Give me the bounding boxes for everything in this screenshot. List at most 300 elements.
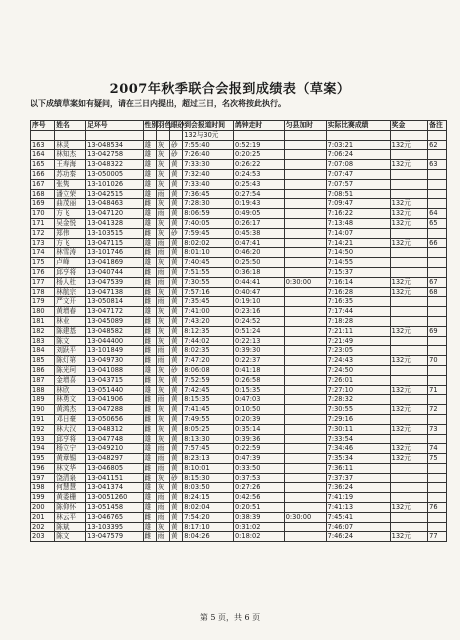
cell-eye: 黄 bbox=[170, 218, 183, 228]
cell-clock: 0:35:14 bbox=[233, 424, 284, 434]
cell-no: 202 bbox=[31, 522, 55, 532]
cell-no: 175 bbox=[31, 258, 55, 268]
cell-sex: 雄 bbox=[143, 483, 156, 493]
cell-color: 灰 bbox=[156, 405, 169, 415]
cell-color: 灰 bbox=[156, 169, 169, 179]
cell-eye: 黄 bbox=[170, 463, 183, 473]
cell-name: 刘跃平 bbox=[55, 346, 86, 356]
cell-arrival: 7:55:40 bbox=[183, 140, 234, 150]
cell-name: 林云平 bbox=[55, 512, 86, 522]
cell-prize bbox=[390, 365, 428, 375]
table-row bbox=[31, 405, 447, 415]
cell-addtime bbox=[284, 365, 326, 375]
cell-arrival: 8:13:30 bbox=[183, 434, 234, 444]
cell-eye: 砂 bbox=[170, 140, 183, 150]
cell-name: 陈仰怀 bbox=[55, 503, 86, 513]
cell-rank bbox=[428, 434, 447, 444]
cell-sex: 雄 bbox=[143, 150, 156, 160]
cell-sex: 雌 bbox=[143, 336, 156, 346]
cell-name: 陈光珂 bbox=[55, 365, 86, 375]
cell-eye: 黄 bbox=[170, 179, 183, 189]
cell-arrival: 7:40:05 bbox=[183, 218, 234, 228]
table-row bbox=[31, 199, 447, 209]
cell-sex: 雄 bbox=[143, 169, 156, 179]
cell-eye: 黄 bbox=[170, 346, 183, 356]
table-row bbox=[31, 160, 447, 170]
cell-addtime bbox=[284, 532, 326, 542]
cell-name: 林文华 bbox=[55, 463, 86, 473]
cell-sex: 雌 bbox=[143, 395, 156, 405]
cell-arrival: 7:42:45 bbox=[183, 385, 234, 395]
subheader-note: 132与30元 bbox=[183, 130, 234, 140]
cell-eye: 黄 bbox=[170, 405, 183, 415]
cell-name: 陈文 bbox=[55, 532, 86, 542]
cell-arrival: 8:02:04 bbox=[183, 503, 234, 513]
cell-color: 灰 bbox=[156, 375, 169, 385]
cell-prize bbox=[390, 375, 428, 385]
cell-clock: 0:22:13 bbox=[233, 336, 284, 346]
table-row bbox=[31, 444, 447, 454]
table-row bbox=[31, 346, 447, 356]
cell-eye: 黄 bbox=[170, 326, 183, 336]
cell-arrival: 7:43:20 bbox=[183, 316, 234, 326]
cell-arrival: 7:44:02 bbox=[183, 336, 234, 346]
cell-arrival: 8:10:01 bbox=[183, 463, 234, 473]
cell-ring: 13-050814 bbox=[86, 297, 143, 307]
cell-name: 林知杰 bbox=[55, 150, 86, 160]
cell-arrival: 8:06:59 bbox=[183, 209, 234, 219]
table-row bbox=[31, 140, 447, 150]
cell-prize bbox=[390, 512, 428, 522]
cell-sex: 雄 bbox=[143, 454, 156, 464]
cell-clock: 0:31:02 bbox=[233, 522, 284, 532]
cell-no: 187 bbox=[31, 375, 55, 385]
table-row bbox=[31, 532, 447, 542]
cell-clock: 0:10:50 bbox=[233, 405, 284, 415]
table-row bbox=[31, 463, 447, 473]
cell-clock: 0:49:05 bbox=[233, 209, 284, 219]
table-row bbox=[31, 454, 447, 464]
cell-addtime bbox=[284, 434, 326, 444]
table-row bbox=[31, 493, 447, 503]
cell-ring: 13-049730 bbox=[86, 356, 143, 366]
cell-prize bbox=[390, 414, 428, 424]
cell-eye: 黄 bbox=[170, 199, 183, 209]
cell-addtime bbox=[284, 189, 326, 199]
cell-ring: 13-048312 bbox=[86, 424, 143, 434]
cell-prize: 132元 bbox=[390, 503, 428, 513]
cell-sex: 雌 bbox=[143, 512, 156, 522]
cell-color: 灰 bbox=[156, 434, 169, 444]
cell-name: 林欣 bbox=[55, 385, 86, 395]
cell-addtime bbox=[284, 444, 326, 454]
cell-clock: 0:15:35 bbox=[233, 385, 284, 395]
cell-name: 黄增春 bbox=[55, 307, 86, 317]
cell-color: 雨 bbox=[156, 493, 169, 503]
cell-sex: 雄 bbox=[143, 140, 156, 150]
cell-rank bbox=[428, 316, 447, 326]
cell-arrival: 8:01:10 bbox=[183, 248, 234, 258]
cell-no: 189 bbox=[31, 395, 55, 405]
cell-ring: 13-042515 bbox=[86, 189, 143, 199]
cell-ring: 13-042758 bbox=[86, 150, 143, 160]
table-row bbox=[31, 326, 447, 336]
cell-color: 灰 bbox=[156, 483, 169, 493]
cell-sex: 雌 bbox=[143, 424, 156, 434]
cell-addtime bbox=[284, 287, 326, 297]
cell-rank: 77 bbox=[428, 532, 447, 542]
cell-color: 雨 bbox=[156, 248, 169, 258]
cell-no: 197 bbox=[31, 473, 55, 483]
cell-no: 192 bbox=[31, 424, 55, 434]
cell-name: 黄章锡 bbox=[55, 454, 86, 464]
table-row bbox=[31, 189, 447, 199]
table-row bbox=[31, 218, 447, 228]
cell-no: 169 bbox=[31, 199, 55, 209]
cell-no: 176 bbox=[31, 267, 55, 277]
cell-prize bbox=[390, 150, 428, 160]
cell-eye: 黄 bbox=[170, 424, 183, 434]
cell-prize: 132元 bbox=[390, 209, 428, 219]
cell-prize bbox=[390, 169, 428, 179]
cell-eye: 黄 bbox=[170, 483, 183, 493]
header-cell: 奖金 bbox=[390, 121, 428, 131]
cell-ring: 13-047138 bbox=[86, 287, 143, 297]
cell-prize bbox=[390, 189, 428, 199]
cell-ring: 13-045089 bbox=[86, 316, 143, 326]
cell-no: 200 bbox=[31, 503, 55, 513]
cell-no: 194 bbox=[31, 444, 55, 454]
cell-name: 林勇文 bbox=[55, 395, 86, 405]
cell-no: 163 bbox=[31, 140, 55, 150]
cell-no: 183 bbox=[31, 336, 55, 346]
cell-arrival: 8:15:30 bbox=[183, 473, 234, 483]
cell-speed: 7:07:08 bbox=[326, 160, 390, 170]
cell-sex: 雌 bbox=[143, 414, 156, 424]
cell-clock: 0:47:41 bbox=[233, 238, 284, 248]
cell-name: 黄鸿杰 bbox=[55, 405, 86, 415]
cell-eye: 黄 bbox=[170, 258, 183, 268]
cell-ring: 13-101849 bbox=[86, 346, 143, 356]
cell-eye: 黄 bbox=[170, 512, 183, 522]
cell-prize bbox=[390, 493, 428, 503]
cell-color: 灰 bbox=[156, 473, 169, 483]
cell-rank: 64 bbox=[428, 209, 447, 219]
cell-sex: 雌 bbox=[143, 248, 156, 258]
table-row bbox=[31, 209, 447, 219]
cell-ring: 13-041374 bbox=[86, 483, 143, 493]
cell-arrival: 7:40:45 bbox=[183, 258, 234, 268]
document-title: 2007年秋季联合会报到成绩表（草案） bbox=[109, 82, 351, 97]
header-cell: 备注 bbox=[428, 121, 447, 131]
cell-eye: 砂 bbox=[170, 473, 183, 483]
cell-name: 陈建基 bbox=[55, 326, 86, 336]
cell-no: 172 bbox=[31, 228, 55, 238]
cell-ring: 13-049210 bbox=[86, 444, 143, 454]
cell-name: 王寿海 bbox=[55, 160, 86, 170]
cell-sex: 雄 bbox=[143, 444, 156, 454]
cell-rank: 69 bbox=[428, 326, 447, 336]
cell-arrival: 7:52:59 bbox=[183, 375, 234, 385]
cell-no: 164 bbox=[31, 150, 55, 160]
cell-sex: 雄 bbox=[143, 160, 156, 170]
cell-rank: 68 bbox=[428, 287, 447, 297]
cell-color: 雨 bbox=[156, 277, 169, 287]
cell-color: 雨 bbox=[156, 463, 169, 473]
cell-clock: 0:19:10 bbox=[233, 297, 284, 307]
cell-arrival: 8:06:08 bbox=[183, 365, 234, 375]
cell-rank: 71 bbox=[428, 385, 447, 395]
cell-sex: 雌 bbox=[143, 356, 156, 366]
cell-ring: 13-047288 bbox=[86, 405, 143, 415]
cell-speed: 7:33:54 bbox=[326, 434, 390, 444]
cell-addtime bbox=[284, 336, 326, 346]
cell-prize bbox=[390, 473, 428, 483]
cell-sex: 雄 bbox=[143, 307, 156, 317]
cell-name: 陈文 bbox=[55, 336, 86, 346]
cell-ring: 13-041088 bbox=[86, 365, 143, 375]
cell-rank bbox=[428, 248, 447, 258]
cell-color: 灰 bbox=[156, 258, 169, 268]
cell-clock: 0:36:18 bbox=[233, 267, 284, 277]
cell-eye: 黄 bbox=[170, 356, 183, 366]
cell-name: 黄委栅 bbox=[55, 493, 86, 503]
cell-addtime bbox=[284, 503, 326, 513]
cell-rank: 72 bbox=[428, 405, 447, 415]
cell-prize: 132元 bbox=[390, 277, 428, 287]
cell-speed: 7:26:01 bbox=[326, 375, 390, 385]
cell-rank bbox=[428, 228, 447, 238]
cell-sex: 雌 bbox=[143, 199, 156, 209]
cell-no: 179 bbox=[31, 297, 55, 307]
cell-clock: 0:24:52 bbox=[233, 316, 284, 326]
table-row bbox=[31, 316, 447, 326]
cell-name: 陈灯第 bbox=[55, 356, 86, 366]
cell-color: 雨 bbox=[156, 238, 169, 248]
cell-rank: 70 bbox=[428, 356, 447, 366]
cell-clock: 0:42:56 bbox=[233, 493, 284, 503]
cell-rank bbox=[428, 512, 447, 522]
cell-clock: 0:23:16 bbox=[233, 307, 284, 317]
cell-sex: 雄 bbox=[143, 209, 156, 219]
table-row bbox=[31, 287, 447, 297]
cell-ring: 13-041869 bbox=[86, 258, 143, 268]
cell-speed: 7:46:07 bbox=[326, 522, 390, 532]
cell-rank bbox=[428, 150, 447, 160]
cell-eye: 砂 bbox=[170, 150, 183, 160]
cell-color: 雨 bbox=[156, 454, 169, 464]
cell-color: 灰 bbox=[156, 336, 169, 346]
cell-clock: 0:22:37 bbox=[233, 356, 284, 366]
cell-color: 雨 bbox=[156, 356, 169, 366]
cell-rank: 65 bbox=[428, 218, 447, 228]
cell-addtime bbox=[284, 424, 326, 434]
cell-rank: 67 bbox=[428, 277, 447, 287]
table-header-row bbox=[31, 121, 447, 131]
table-row bbox=[31, 414, 447, 424]
cell-ring: 13-046805 bbox=[86, 463, 143, 473]
cell-rank bbox=[428, 267, 447, 277]
cell-speed: 7:36:24 bbox=[326, 483, 390, 493]
cell-rank bbox=[428, 189, 447, 199]
cell-clock: 0:39:36 bbox=[233, 434, 284, 444]
cell-arrival: 7:51:55 bbox=[183, 267, 234, 277]
cell-rank: 73 bbox=[428, 424, 447, 434]
cell-clock: 0:22:59 bbox=[233, 444, 284, 454]
cell-arrival: 7:41:00 bbox=[183, 307, 234, 317]
cell-speed: 7:29:16 bbox=[326, 414, 390, 424]
cell-color: 灰 bbox=[156, 218, 169, 228]
cell-ring: 13-103515 bbox=[86, 228, 143, 238]
cell-no: 199 bbox=[31, 493, 55, 503]
cell-prize: 132元 bbox=[390, 199, 428, 209]
table-row bbox=[31, 503, 447, 513]
cell-ring: 13-048322 bbox=[86, 160, 143, 170]
cell-ring: 13-047748 bbox=[86, 434, 143, 444]
cell-rank bbox=[428, 483, 447, 493]
results-table bbox=[30, 120, 447, 542]
cell-eye: 黄 bbox=[170, 375, 183, 385]
cell-sex: 雌 bbox=[143, 228, 156, 238]
header-cell: 到会报道时间 bbox=[183, 121, 234, 131]
header-cell: 羽色 bbox=[157, 121, 172, 129]
cell-clock: 0:40:47 bbox=[233, 287, 284, 297]
cell-clock: 0:33:50 bbox=[233, 463, 284, 473]
cell-no: 168 bbox=[31, 189, 55, 199]
cell-prize bbox=[390, 297, 428, 307]
table-row bbox=[31, 512, 447, 522]
cell-speed: 7:23:05 bbox=[326, 346, 390, 356]
cell-color: 灰 bbox=[156, 199, 169, 209]
cell-eye: 黄 bbox=[170, 434, 183, 444]
cell-speed: 7:14:07 bbox=[326, 228, 390, 238]
cell-name: 金增喜 bbox=[55, 375, 86, 385]
cell-eye: 黄 bbox=[170, 493, 183, 503]
cell-eye: 黄 bbox=[170, 189, 183, 199]
table-row bbox=[31, 179, 447, 189]
cell-clock: 0:20:25 bbox=[233, 150, 284, 160]
cell-color: 雨 bbox=[156, 189, 169, 199]
cell-addtime bbox=[284, 522, 326, 532]
cell-name: 方飞 bbox=[55, 238, 86, 248]
cell-arrival: 8:17:10 bbox=[183, 522, 234, 532]
cell-no: 185 bbox=[31, 356, 55, 366]
cell-sex: 雌 bbox=[143, 346, 156, 356]
cell-clock: 0:46:20 bbox=[233, 248, 284, 258]
cell-eye: 黄 bbox=[170, 297, 183, 307]
cell-rank bbox=[428, 346, 447, 356]
cell-clock: 0:44:41 bbox=[233, 277, 284, 287]
cell-eye: 黄 bbox=[170, 277, 183, 287]
cell-ring: 13-047579 bbox=[86, 532, 143, 542]
cell-color: 雨 bbox=[156, 512, 169, 522]
cell-speed: 7:14:55 bbox=[326, 258, 390, 268]
cell-speed: 7:37:37 bbox=[326, 473, 390, 483]
header-cell: 鸽钟走时 bbox=[233, 121, 284, 131]
cell-speed: 7:46:24 bbox=[326, 532, 390, 542]
cell-ring: 13-041328 bbox=[86, 218, 143, 228]
header-cell: 性别 bbox=[144, 121, 159, 129]
cell-rank: 66 bbox=[428, 238, 447, 248]
cell-sex: 雌 bbox=[143, 277, 156, 287]
cell-color: 灰 bbox=[156, 307, 169, 317]
cell-rank: 74 bbox=[428, 444, 447, 454]
cell-speed: 7:18:28 bbox=[326, 316, 390, 326]
cell-ring: 13-048582 bbox=[86, 326, 143, 336]
cell-arrival: 7:32:40 bbox=[183, 169, 234, 179]
cell-no: 166 bbox=[31, 169, 55, 179]
cell-addtime bbox=[284, 483, 326, 493]
cell-speed: 7:45:41 bbox=[326, 512, 390, 522]
header-cell: 匀县加时 bbox=[284, 121, 326, 131]
cell-sex: 雄 bbox=[143, 179, 156, 189]
cell-clock: 0:38:39 bbox=[233, 512, 284, 522]
cell-addtime bbox=[284, 395, 326, 405]
cell-arrival: 7:49:55 bbox=[183, 414, 234, 424]
cell-name: 吴金悦 bbox=[55, 218, 86, 228]
cell-addtime bbox=[284, 228, 326, 238]
cell-arrival: 8:05:25 bbox=[183, 424, 234, 434]
cell-rank bbox=[428, 307, 447, 317]
cell-color: 灰 bbox=[156, 522, 169, 532]
cell-rank bbox=[428, 395, 447, 405]
cell-prize bbox=[390, 483, 428, 493]
cell-addtime bbox=[284, 160, 326, 170]
cell-arrival: 7:57:16 bbox=[183, 287, 234, 297]
cell-no: 170 bbox=[31, 209, 55, 219]
cell-addtime bbox=[284, 267, 326, 277]
cell-rank bbox=[428, 375, 447, 385]
cell-addtime bbox=[284, 316, 326, 326]
cell-no: 191 bbox=[31, 414, 55, 424]
cell-sex: 雄 bbox=[143, 365, 156, 375]
cell-prize: 132元 bbox=[390, 238, 428, 248]
cell-rank bbox=[428, 169, 447, 179]
cell-speed: 7:16:22 bbox=[326, 209, 390, 219]
cell-rank bbox=[428, 258, 447, 268]
cell-addtime bbox=[284, 218, 326, 228]
cell-eye: 黄 bbox=[170, 414, 183, 424]
cell-color: 雨 bbox=[156, 297, 169, 307]
cell-color: 雨 bbox=[156, 503, 169, 513]
cell-speed: 7:30:11 bbox=[326, 424, 390, 434]
table-row bbox=[31, 434, 447, 444]
cell-addtime: 0:30:00 bbox=[284, 512, 326, 522]
cell-eye: 砂 bbox=[170, 365, 183, 375]
cell-ring: 13-051440 bbox=[86, 385, 143, 395]
cell-color: 雨 bbox=[156, 395, 169, 405]
cell-prize bbox=[390, 228, 428, 238]
cell-speed: 7:06:24 bbox=[326, 150, 390, 160]
cell-speed: 7:13:48 bbox=[326, 218, 390, 228]
cell-addtime bbox=[284, 140, 326, 150]
cell-addtime bbox=[284, 297, 326, 307]
cell-addtime bbox=[284, 454, 326, 464]
cell-speed: 7:03:21 bbox=[326, 140, 390, 150]
cell-rank: 75 bbox=[428, 454, 447, 464]
cell-sex: 雌 bbox=[143, 267, 156, 277]
cell-name: 苏功秦 bbox=[55, 169, 86, 179]
cell-name: 邱亨将 bbox=[55, 434, 86, 444]
table-row bbox=[31, 375, 447, 385]
cell-prize: 132元 bbox=[390, 287, 428, 297]
cell-speed: 7:21:11 bbox=[326, 326, 390, 336]
cell-speed: 7:09:47 bbox=[326, 199, 390, 209]
cell-speed: 7:36:11 bbox=[326, 463, 390, 473]
cell-sex: 雌 bbox=[143, 297, 156, 307]
document-note: 以下成绩草案如有疑问，请在三日内提出，超过三日，名次将按此执行。 bbox=[30, 98, 286, 108]
cell-ring: 13-047539 bbox=[86, 277, 143, 287]
